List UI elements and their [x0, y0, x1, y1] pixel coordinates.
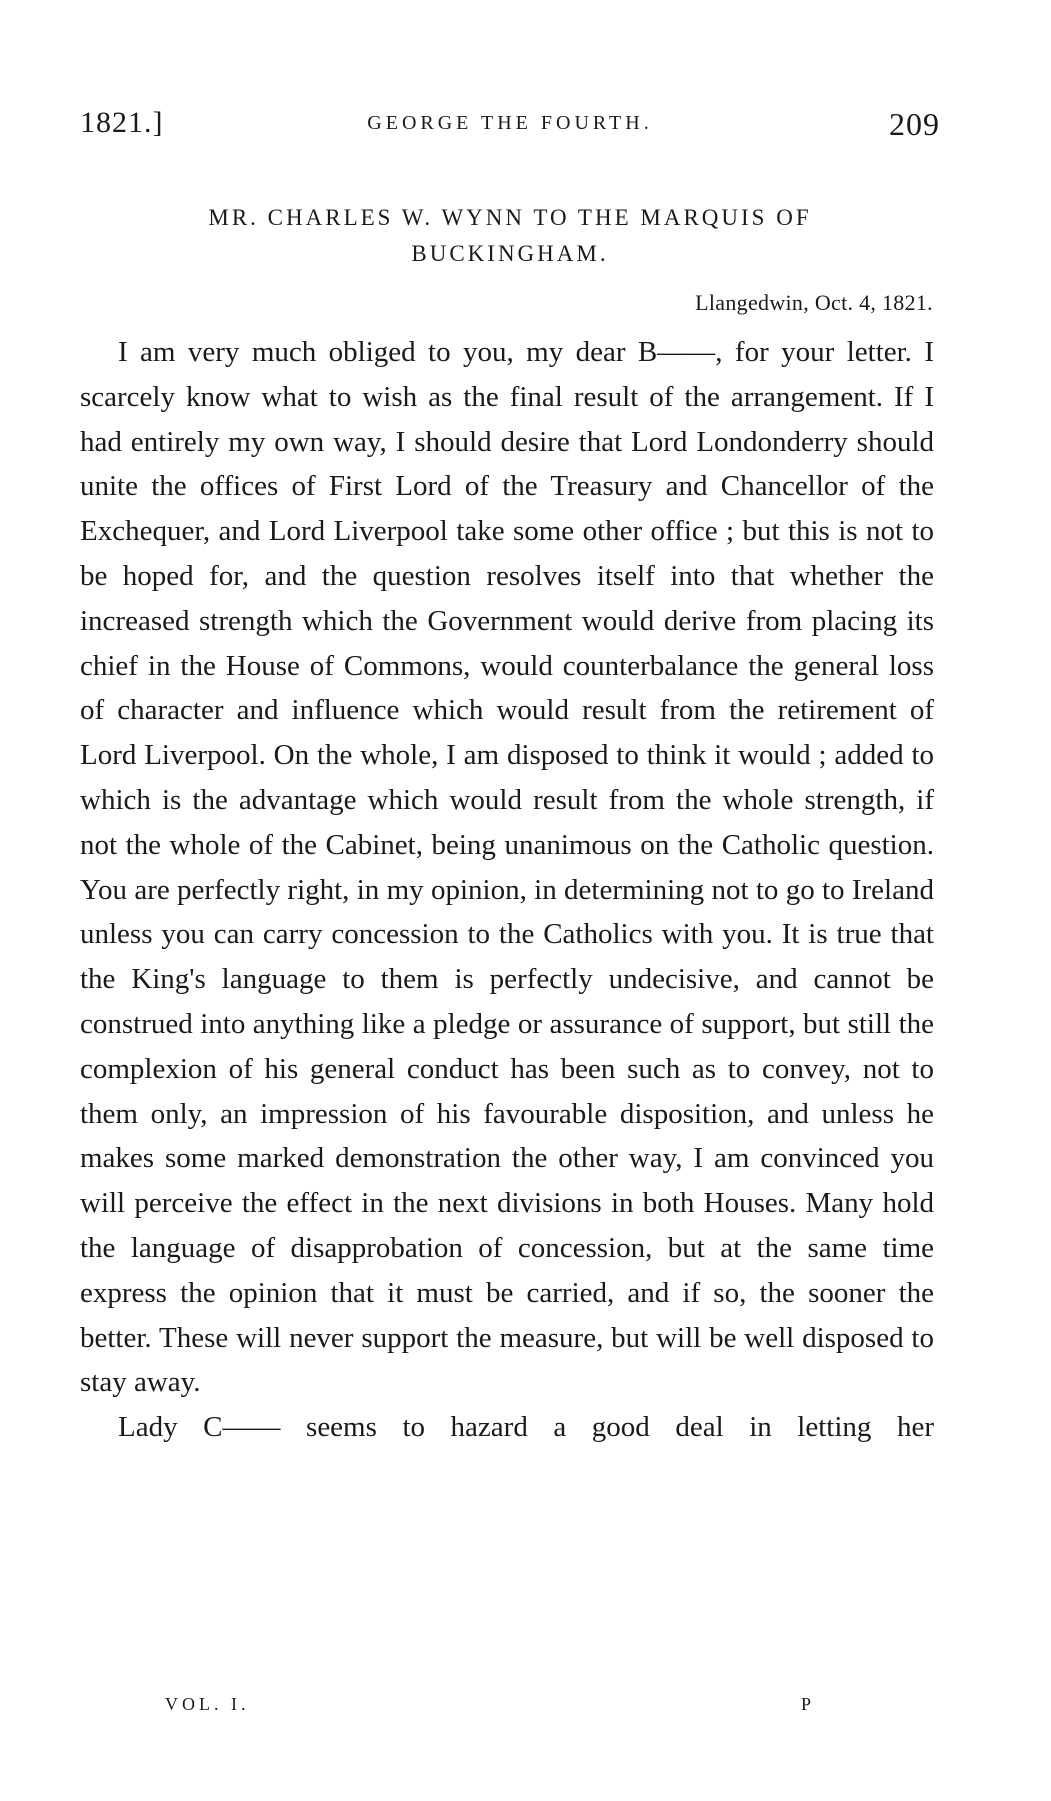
page-footer	[165, 1694, 815, 1724]
letter-body	[80, 330, 934, 1450]
body-paragraph-1: I am very much obliged to you, my dear B——, for your letter. I scarcely know what to wish as the final result of the arrangement. If I had entirely my own way, I should desire that Lord Londonderry should unite the offices of First Lord of the Treasury and Chancellor of the Exchequer, and Lord Liverpool take some other office ; but this is not to be hoped for, and the question resolves itself into that whether the increased strength which the Government would derive from placing its chief in the House of Commons, would counterbalance the general loss of character and influence which would result from the retirement of Lord Liverpool. On the whole, I am disposed to think it would ; added to which is the advantage which would result from the whole strength, if not the whole of the Cabinet, being unanimous on the Catholic question. You are perfectly right, in my opinion, in determining not to go to Ireland unless you can carry concession to the Catholics with you. It is true that the King's language to them is perfectly undecisive, and cannot be construed into anything like a pledge or assurance of support, but still the complexion of his general conduct has been such as to convey, not to them only, an impression of his favourable disposition, and unless he makes some marked demonstration the other way, I am convinced you will perceive the effect in the next divisions in both Houses. Many hold the language of disapprobation of concession, but at the same time express the opinion that it must be carried, and if so, the sooner the better. These will never support the measure, but will be well disposed to stay away.	[80, 336, 934, 1399]
letter-heading-line-1: MR. CHARLES W. WYNN TO THE MARQUIS OF	[208, 205, 812, 230]
running-head-year: 1821.]	[80, 106, 164, 139]
running-head-title: GEORGE THE FOURTH.	[367, 112, 653, 134]
footer-signature-mark: P	[800, 1694, 815, 1714]
running-head	[80, 106, 940, 146]
letter-dateline: Llangedwin, Oct. 4, 1821.	[695, 290, 933, 315]
letter-heading-line-2: BUCKINGHAM.	[411, 241, 609, 266]
page-number: 209	[889, 106, 940, 142]
body-paragraph-2: Lady C—— seems to hazard a good deal in letting her	[118, 1411, 934, 1444]
letter-heading	[80, 200, 940, 272]
footer-volume: VOL. I.	[165, 1694, 250, 1714]
